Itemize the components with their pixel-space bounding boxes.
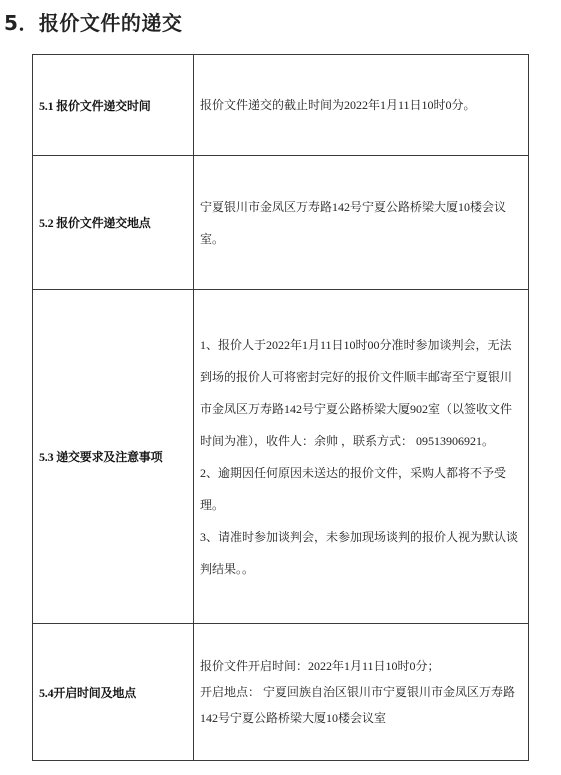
row-label-opening: 5.4开启时间及地点 xyxy=(33,624,194,761)
submission-deadline-text: 报价文件递交的截止时间为2022年1月11日10时0分。 xyxy=(200,98,476,112)
table-row-opening xyxy=(33,624,529,761)
row-label-requirements: 5.3 递交要求及注意事项 xyxy=(33,290,194,624)
opening-location-text: 开启地点： 宁夏回族自治区银川市宁夏银川市金凤区万寿路142号宁夏公路桥梁大厦10楼会议室 xyxy=(200,685,516,725)
requirement-item-1: 1、报价人于2022年1月11日10时00分准时参加谈判会，无法到场的报价人可将密封完好的报价文件顺丰邮寄至宁夏银川市金凤区万寿路142号宁夏公路桥梁大厦902室（以签收文件时间为准），收件人：余帅 ，联系方式： 09513906921。 xyxy=(200,337,513,448)
row-content-submission-location xyxy=(194,156,529,290)
table-row-submission-location xyxy=(33,156,529,290)
row-content-requirements xyxy=(194,290,529,624)
table-row-requirements xyxy=(33,290,529,624)
table-row-submission-time xyxy=(33,55,529,156)
section-title: 5．报价文件的递交 xyxy=(4,11,183,35)
requirement-item-2: 2、逾期因任何原因未送达的报价文件，采购人都将不予受理。 xyxy=(200,465,507,512)
submission-location-text: 宁夏银川市金凤区万寿路142号宁夏公路桥梁大厦10楼会议室。 xyxy=(200,199,507,246)
row-content-submission-time xyxy=(194,55,529,156)
requirement-item-3: 3、请准时参加谈判会，未参加现场谈判的报价人视为默认谈判结果。。 xyxy=(200,529,519,576)
row-label-submission-time: 5.1 报价文件递交时间 xyxy=(33,55,194,156)
row-content-opening xyxy=(194,624,529,761)
submission-info-table xyxy=(32,54,529,761)
opening-time-text: 报价文件开启时间：2022年1月11日10时0分； xyxy=(200,659,440,673)
row-label-submission-location: 5.2 报价文件递交地点 xyxy=(33,156,194,290)
